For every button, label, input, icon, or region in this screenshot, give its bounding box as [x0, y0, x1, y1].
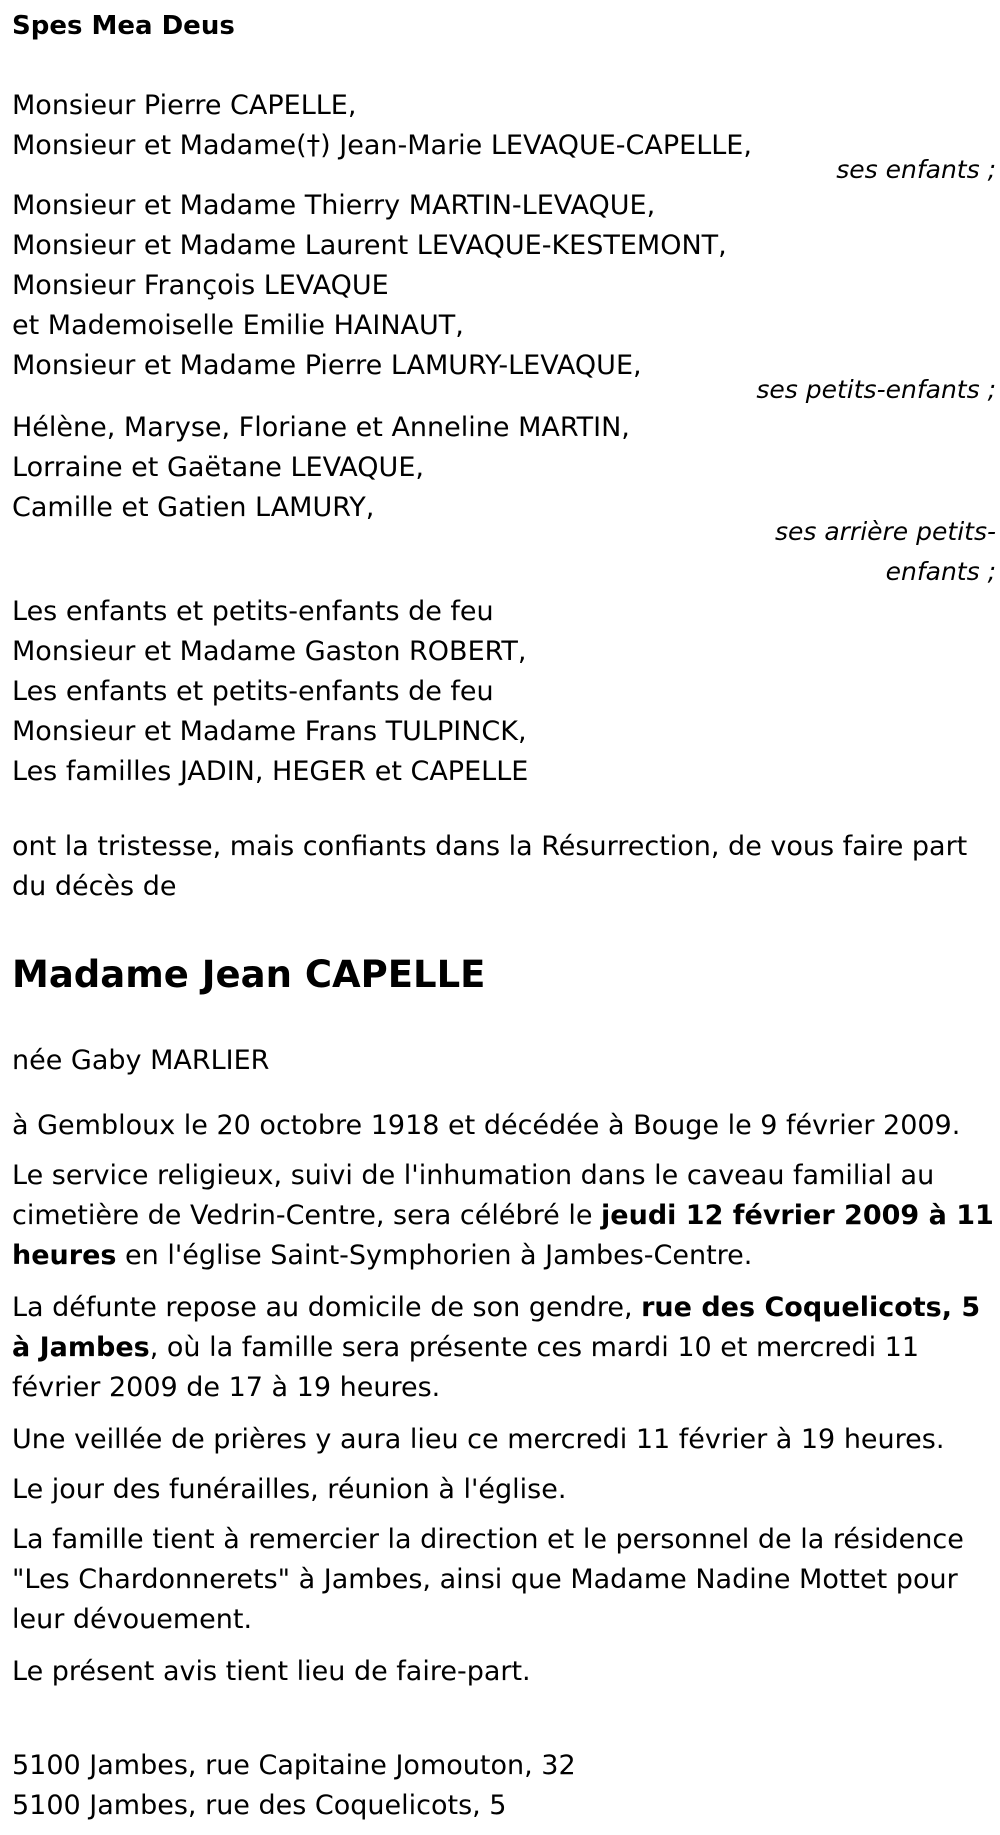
address-line: 5100 Jambes, rue Capitaine Jomouton, 32 — [12, 1750, 576, 1781]
list-item: Monsieur et Madame Pierre LAMURY-LEVAQUE, — [12, 350, 642, 381]
role-grandchildren: ses petits-enfants ; — [756, 375, 996, 404]
vigil-paragraph: Une veillée de prières y aura lieu ce mercredi 11 février à 19 heures. — [12, 1424, 945, 1455]
visitation-paragraph — [12, 1288, 997, 1408]
notice-paragraph: Le présent avis tient lieu de faire-part. — [12, 1656, 531, 1687]
announcement — [12, 827, 997, 907]
service-date-time: jeudi 12 février 2009 à 11 heures — [12, 1200, 994, 1271]
address-line: 5100 Jambes, rue des Coquelicots, 5 — [12, 1790, 507, 1821]
visitation-address: rue des Coquelicots, 5 à Jambes — [12, 1292, 981, 1363]
list-item: Monsieur et Madame(†) Jean-Marie LEVAQUE-CAPELLE, — [12, 130, 752, 161]
thanks-paragraph: La famille tient à remercier la direction et le personnel de la résidence "Les Chardonnerets" à Jambes, ainsi que Madame Nadine Mottet pour leur dévouement. — [12, 1524, 964, 1635]
list-item: Monsieur et Madame Gaston ROBERT, — [12, 636, 527, 667]
great-grandchildren-list — [12, 408, 997, 528]
related-families — [12, 592, 997, 792]
maiden-name — [12, 1041, 997, 1081]
funeral-day-paragraph: Le jour des funérailles, réunion à l'église. — [12, 1474, 567, 1505]
list-item: Les enfants et petits-enfants de feu — [12, 596, 494, 627]
addresses — [12, 1746, 997, 1826]
list-item: Hélène, Maryse, Floriane et Anneline MARTIN, — [12, 412, 630, 443]
list-item: Monsieur Pierre CAPELLE, — [12, 90, 357, 121]
list-item: Monsieur et Madame Laurent LEVAQUE-KESTEMONT, — [12, 230, 727, 261]
list-item: Les familles JADIN, HEGER et CAPELLE — [12, 756, 529, 787]
deceased-name: Madame Jean CAPELLE — [12, 953, 486, 996]
announcement-line: du décès de — [12, 871, 177, 902]
birth-death-paragraph: à Gembloux le 20 octobre 1918 et décédée à Bouge le 9 février 2009. — [12, 1110, 961, 1141]
motto: Spes Mea Deus — [12, 11, 235, 41]
announcement-line: ont la tristesse, mais confiants dans la Résurrection, de vous faire part — [12, 831, 968, 862]
service-paragraph — [12, 1156, 997, 1276]
role-line: enfants ; — [885, 557, 996, 586]
list-item: et Mademoiselle Emilie HAINAUT, — [12, 310, 464, 341]
list-item: Monsieur François LEVAQUE — [12, 270, 389, 301]
list-item: Lorraine et Gaëtane LEVAQUE, — [12, 452, 424, 483]
role-great-grandchildren — [775, 512, 996, 592]
role-line: ses arrière petits- — [774, 517, 996, 546]
visitation-text: La défunte repose au domicile de son gendre, — [12, 1292, 642, 1323]
visitation-hours: , où la famille sera présente ces mardi 10 et mercredi 11 février 2009 de 17 à 19 heures. — [12, 1332, 920, 1403]
list-item: Les enfants et petits-enfants de feu — [12, 676, 494, 707]
maiden-name-text: née Gaby MARLIER — [12, 1045, 270, 1076]
list-item: Camille et Gatien LAMURY, — [12, 492, 375, 523]
list-item: Monsieur et Madame Thierry MARTIN-LEVAQUE, — [12, 190, 656, 221]
grandchildren-list — [12, 186, 997, 386]
service-location: en l'église Saint-Symphorien à Jambes-Centre. — [116, 1240, 753, 1271]
service-text: Le service religieux, suivi de l'inhumation dans le caveau familial au cimetière de Vedrin-Centre, sera célébré le — [12, 1160, 935, 1231]
role-children: ses enfants ; — [836, 155, 996, 184]
list-item: Monsieur et Madame Frans TULPINCK, — [12, 716, 527, 747]
